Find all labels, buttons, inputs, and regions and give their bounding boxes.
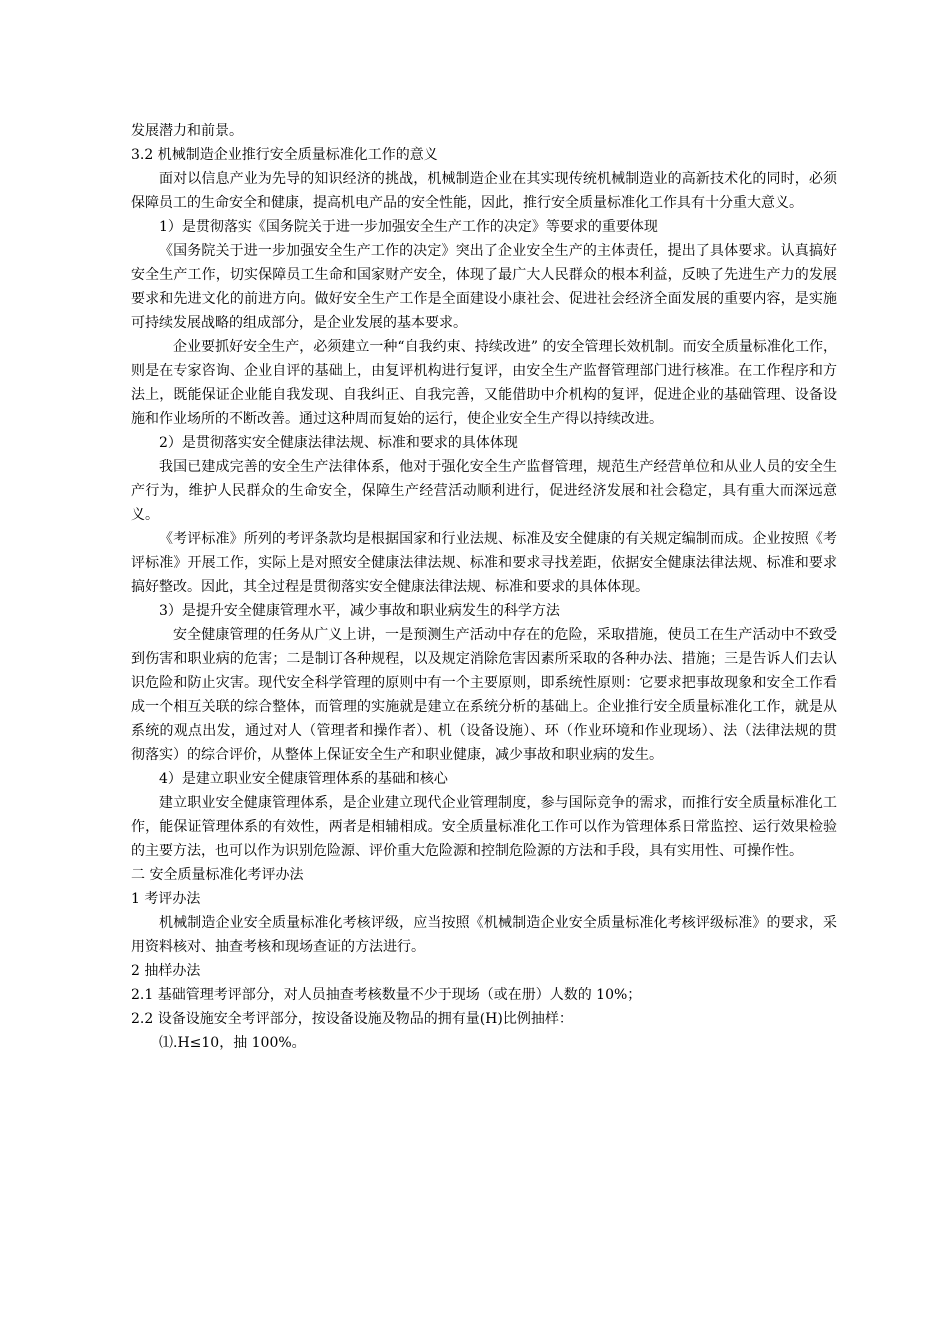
point-2-paragraph-2: 《考评标准》所列的考评条款均是根据国家和行业法规、标准及安全健康的有关规定编制而成。企业按照《考评标准》开展工作，实际上是对照安全健康法律法规、标准和要求寻找差距，依据安全健康法律法规、标准和要求搞好整改。因此，其全过程是贯彻落实安全健康法律法规、标准和要求的具体体现。 [131,531,837,595]
sampling-item-2-1: 2.1 基础管理考评部分，对人员抽查考核数量不少于现场（或在册）人数的 10%； [131,987,642,1003]
point-1-paragraph-1: 《国务院关于进一步加强安全生产工作的决定》突出了企业安全生产的主体责任，提出了具体要求。认真搞好安全生产工作，切实保障员工生命和国家财产安全，体现了最广大人民群众的根本利益，反映了先进生产力的发展要求和先进文化的前进方向。做好安全生产工作是全面建设小康社会、促进社会经济全面发展的重要内容，是实施可持续发展战略的组成部分，是企业发展的基本要求。 [131,243,837,331]
paragraph-intro: 面对以信息产业为先导的知识经济的挑战，机械制造企业在其实现传统机械制造业的高新技术化的同时，必须保障员工的生命安全和健康，提高机电产品的安全性能，因此，推行安全质量标准化工作具有十分重大意义。 [131,171,837,211]
point-1-heading: 1）是贯彻落实《国务院关于进一步加强安全生产工作的决定》等要求的重要体现 [159,219,658,235]
evaluation-method-paragraph: 机械制造企业安全质量标准化考核评级，应当按照《机械制造企业安全质量标准化考核评级标准》的要求，采用资料核对、抽查考核和现场查证的方法进行。 [131,915,837,955]
point-3-paragraph: 安全健康管理的任务从广义上讲，一是预测生产活动中存在的危险，采取措施，使员工在生产活动中不致受到伤害和职业病的危害；二是制订各种规程，以及规定消除危害因素所采取的各种办法、措施；三是告诉人们去认识危险和防止灾害。现代安全科学管理的原则中有一个主要原则，即系统性原则：它要求把事故现象和安全工作看成一个相互关联的综合整体，而管理的实施就是建立在系统分析的基础上。企业推行安全质量标准化工作，就是从系统的观点出发，通过对人（管理者和操作者）、机（设备设施）、环（作业环境和作业现场）、法（法律法规的贯彻落实）的综合评价，从整体上保证安全生产和职业健康，减少事故和职业病的发生。 [131,627,837,763]
point-3-heading: 3）是提升安全健康管理水平，减少事故和职业病发生的科学方法 [159,603,560,619]
point-4-paragraph: 建立职业安全健康管理体系，是企业建立现代企业管理制度，参与国际竞争的需求，而推行安全质量标准化工作，能保证管理体系的有效性，两者是相辅相成。安全质量标准化工作可以作为管理体系日常监控、运行效果检验的主要方法，也可以作为识别危险源、评价重大危险源和控制危险源的方法和手段，具有实用性、可操作性。 [131,795,837,859]
point-2-paragraph-1: 我国已建成完善的安全生产法律体系，他对于强化安全生产监督管理，规范生产经营单位和从业人员的安全生产行为，维护人民群众的生命安全，保障生产经营活动顺利进行，促进经济发展和社会稳定，具有重大而深远意义。 [131,459,837,523]
document-page [131,119,837,1055]
sampling-item-2-2: 2.2 设备设施安全考评部分，按设备设施及物品的拥有量(H)比例抽样： [131,1011,573,1027]
paragraph-continuation: 发展潜力和前景。 [131,123,243,139]
sampling-rule-1: ⑴.H≤10，抽 100%。 [159,1035,306,1051]
section-heading-3-2: 3.2 机械制造企业推行安全质量标准化工作的意义 [131,147,438,163]
point-4-heading: 4）是建立职业安全健康管理体系的基础和核心 [159,771,448,787]
subheading-evaluation-method: 1 考评办法 [131,891,201,907]
subheading-sampling-method: 2 抽样办法 [131,963,201,979]
point-1-paragraph-2: 企业要抓好安全生产，必须建立一种“自我约束、持续改进” 的安全管理长效机制。而安全质量标准化工作，则是在专家咨询、企业自评的基础上，由复评机构进行复评，由安全生产监督管理部门进行核准。在工作程序和方法上，既能保证企业能自我发现、自我纠正、自我完善，又能借助中介机构的复评，促进企业的基础管理、设备设施和作业场所的不断改善。通过这种周而复始的运行，使企业安全生产得以持续改进。 [131,339,837,427]
point-2-heading: 2）是贯彻落实安全健康法律法规、标准和要求的具体体现 [159,435,518,451]
section-heading-2: 二 安全质量标准化考评办法 [131,867,304,883]
